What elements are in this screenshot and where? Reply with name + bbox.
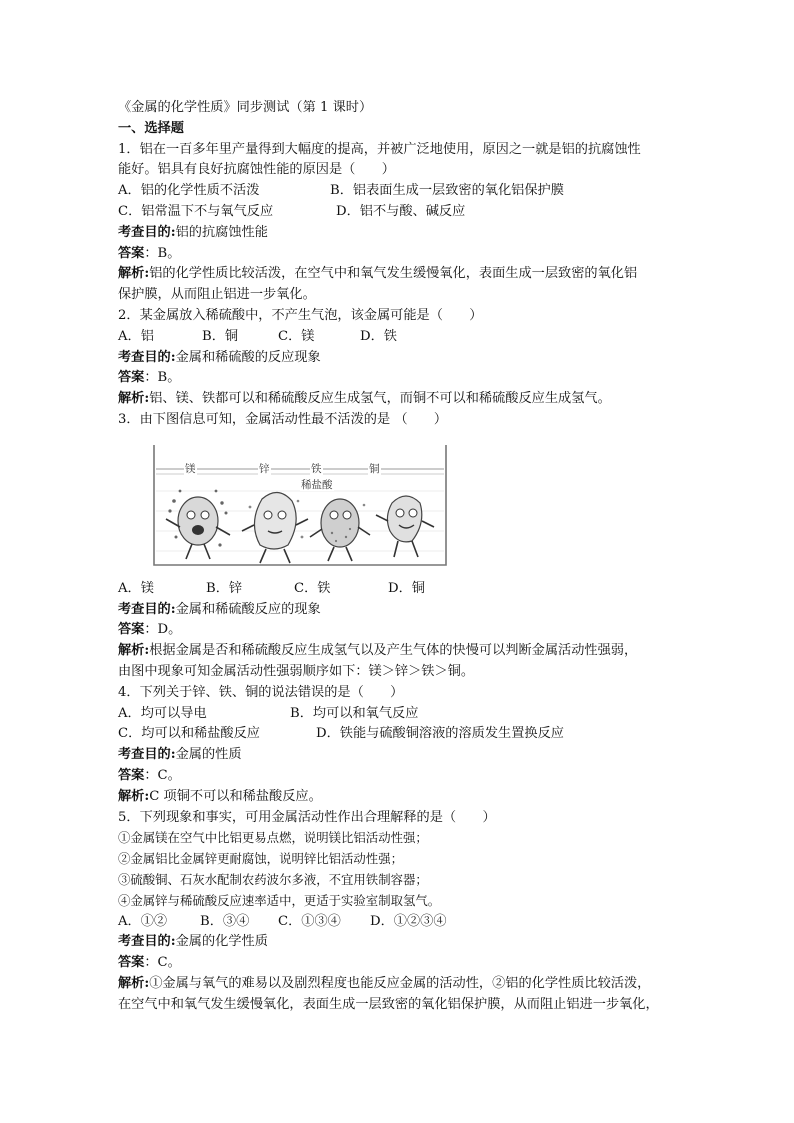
q1-analysis-line-2: 保护膜，从而阻止铝进一步氧化。 <box>118 287 316 303</box>
q5-option-c: C．①③④ <box>278 913 341 929</box>
q5-statement-2: ②金属铝比金属锌更耐腐蚀，说明锌比铝活动性强； <box>118 851 403 867</box>
q2-stem: 2．某金属放入稀硫酸中，不产生气泡，该金属可能是（ ） <box>118 307 483 323</box>
q4-option-c: C．均可以和稀盐酸反应 <box>118 726 260 742</box>
q4-answer <box>118 766 688 787</box>
q3-option-c: C．铁 <box>294 580 331 596</box>
metal-acid-illustration <box>150 441 450 571</box>
q3-stem: 3．由下图信息可知，金属活动性最不活泼的是 （ ） <box>118 411 448 427</box>
q1-option-c: C．铝常温下不与氧气反应 <box>118 203 274 219</box>
answer-label: 答案 <box>118 370 145 386</box>
q1-option-a: A．铝的化学性质不活泼 <box>118 183 260 199</box>
document-page <box>118 98 688 1015</box>
copper-character <box>376 496 434 557</box>
analysis-label: 解析: <box>118 643 150 659</box>
q4-purpose-text: 金属的性质 <box>175 747 242 763</box>
purpose-label: 考查目的: <box>118 224 176 240</box>
q3-purpose <box>118 600 688 621</box>
q4-purpose <box>118 745 688 766</box>
analysis-label: 解析: <box>118 266 150 282</box>
q1-purpose <box>118 223 688 244</box>
analysis-label: 解析: <box>118 975 150 991</box>
q3-analysis-line-2: 由图中现象可知金属活动性强弱顺序如下：镁＞锌＞铁＞铜。 <box>118 663 475 679</box>
q4-option-b: B．均可以和氧气反应 <box>290 705 419 721</box>
beaker-drawing <box>150 441 450 571</box>
answer-label: 答案 <box>118 245 145 261</box>
q5-analysis-text-1: ①金属与氧气的难易以及剧烈程度也能反应金属的活动性，②铝的化学性质比较活泼， <box>149 975 651 991</box>
q2-options <box>118 327 688 348</box>
q5-options <box>118 912 688 933</box>
section-heading: 一、选择题 <box>118 120 184 136</box>
q4-options-cd <box>118 724 688 745</box>
q4-option-d: D．铁能与硫酸铜溶液的溶质发生置换反应 <box>316 726 564 742</box>
magnesium-label: 镁 <box>185 462 196 475</box>
q3-answer <box>118 620 688 641</box>
q2-answer <box>118 368 688 389</box>
answer-label: 答案 <box>118 955 145 971</box>
q3-purpose-text: 金属和稀硫酸反应的现象 <box>175 601 321 617</box>
q4-options-ab <box>118 704 688 725</box>
q1-option-d: D．铝不与酸、碱反应 <box>336 203 466 219</box>
zinc-label: 锌 <box>259 462 270 475</box>
answer-label: 答案 <box>118 622 145 638</box>
q3-answer-text: ：D。 <box>144 622 182 638</box>
iron-character <box>310 499 370 561</box>
q4-answer-text: ：C。 <box>144 767 181 783</box>
q5-option-b: B．③④ <box>200 913 250 929</box>
q5-purpose <box>118 932 688 953</box>
q5-purpose-text: 金属的化学性质 <box>175 934 268 950</box>
q1-option-b: B．铝表面生成一层致密的氧化铝保护膜 <box>330 183 564 199</box>
acid-label: 稀盐酸 <box>301 478 333 491</box>
q2-analysis-text: 铝、镁、铁都可以和稀硫酸反应生成氢气，而铜不可以和稀硫酸反应生成氢气。 <box>149 391 611 407</box>
q2-purpose-text: 金属和稀硫酸的反应现象 <box>175 349 321 365</box>
q5-option-a: A．①② <box>118 913 168 929</box>
q2-option-b: B．铜 <box>202 328 239 344</box>
copper-label: 铜 <box>369 462 380 475</box>
q4-analysis <box>118 787 688 808</box>
q1-stem-line-2: 能好。铝具有良好抗腐蚀性能的原因是（ ） <box>118 162 395 178</box>
q4-option-a: A．均可以导电 <box>118 705 207 721</box>
q3-option-b: B．锌 <box>206 580 243 596</box>
q1-options-cd <box>118 202 688 223</box>
purpose-label: 考查目的: <box>118 747 176 763</box>
purpose-label: 考查目的: <box>118 349 176 365</box>
q2-option-d: D．铁 <box>360 328 397 344</box>
q5-stem: 5．下列现象和事实，可用金属活动性作出合理解释的是（ ） <box>118 809 496 825</box>
q4-stem: 4．下列关于锌、铁、铜的说法错误的是（ ） <box>118 684 404 700</box>
q5-option-d: D．①②③④ <box>370 913 447 929</box>
q2-option-c: C．镁 <box>278 328 315 344</box>
q2-analysis <box>118 389 688 410</box>
q5-answer <box>118 953 688 974</box>
q1-answer-text: ：B。 <box>144 245 181 261</box>
q4-analysis-text: C 项铜不可以和稀盐酸反应。 <box>149 788 322 804</box>
q3-analysis-line-1 <box>118 641 688 662</box>
iron-label: 铁 <box>311 462 322 475</box>
zinc-character <box>242 492 308 563</box>
magnesium-character <box>166 489 230 558</box>
q5-analysis-line-1 <box>118 974 688 995</box>
q5-statement-3: ③硫酸铜、石灰水配制农药波尔多液，不宜用铁制容器； <box>118 871 428 887</box>
q1-purpose-text: 铝的抗腐蚀性能 <box>175 224 268 240</box>
q3-options <box>118 579 688 600</box>
q1-options-ab <box>118 181 688 202</box>
q2-answer-text: ：B。 <box>144 370 181 386</box>
analysis-label: 解析: <box>118 391 150 407</box>
q2-option-a: A．铝 <box>118 328 154 344</box>
purpose-label: 考查目的: <box>118 934 176 950</box>
page-title: 《金属的化学性质》同步测试（第 1 课时） <box>118 100 373 115</box>
q1-analysis-line-1 <box>118 264 688 285</box>
q3-analysis-text-1: 根据金属是否和稀硫酸反应生成氢气以及产生气体的快慢可以判断金属活动性强弱， <box>149 643 638 659</box>
q1-answer <box>118 244 688 265</box>
q5-statement-1: ①金属镁在空气中比铝更易点燃，说明镁比铝活动性强； <box>118 830 428 846</box>
q3-option-d: D．铜 <box>388 580 425 596</box>
q2-purpose <box>118 348 688 369</box>
q3-option-a: A．镁 <box>118 580 154 596</box>
analysis-label: 解析: <box>118 788 150 804</box>
q1-stem-line-1: 1．铝在一百多年里产量得到大幅度的提高，并被广泛地使用，原因之一就是铝的抗腐蚀性 <box>118 141 641 157</box>
q5-answer-text: ：C。 <box>144 955 181 971</box>
q1-analysis-text-1: 铝的化学性质比较活泼，在空气中和氧气发生缓慢氧化，表面生成一层致密的氧化铝 <box>149 266 638 282</box>
answer-label: 答案 <box>118 767 145 783</box>
q5-statement-4: ④金属锌与稀硫酸反应速率适中，更适于实验室制取氢气。 <box>118 892 441 908</box>
purpose-label: 考查目的: <box>118 601 176 617</box>
q5-analysis-line-2: 在空气中和氧气发生缓慢氧化，表面生成一层致密的氧化铝保护膜，从而阻止铝进一步氧化， <box>118 996 659 1012</box>
